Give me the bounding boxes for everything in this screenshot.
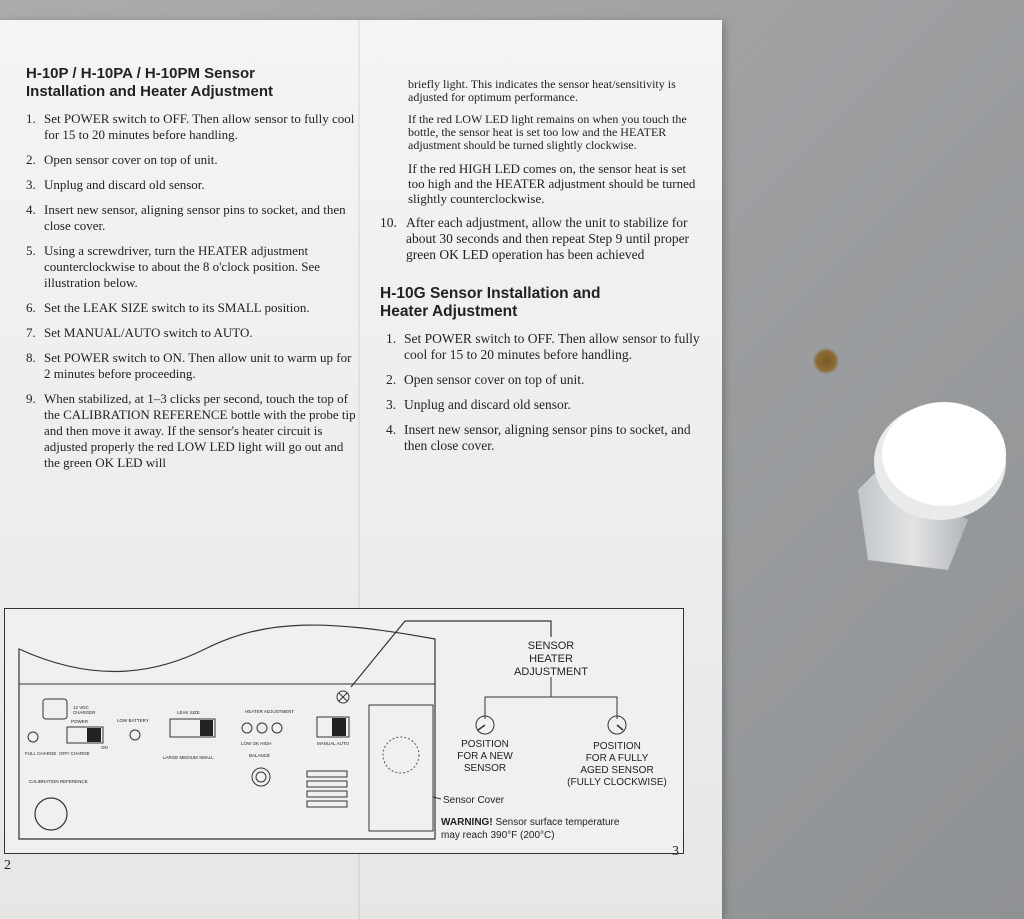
step-2	[26, 152, 356, 168]
sensor-cover-circle	[383, 737, 419, 773]
warning-label: WARNING!	[441, 817, 493, 828]
step-text: Insert new sensor, aligning sensor pins to socket, and then close cover.	[404, 422, 691, 453]
speaker-grille-3	[307, 791, 347, 797]
panel-low-battery-label: LOW BATTERY	[117, 718, 149, 723]
step-text: After each adjustment, allow the unit to stabilize for about 30 seconds and then repeat Step 9 until proper green OK LED operation has been achieved	[406, 215, 690, 262]
sensor-heater-label-3: ADJUSTMENT	[514, 666, 588, 678]
step-10	[380, 215, 700, 263]
instruction-sheet	[0, 20, 722, 919]
page-number-right: 3	[672, 844, 679, 859]
sensor-cover-label: Sensor Cover	[443, 795, 505, 806]
debris-speck	[812, 348, 840, 374]
panel-leak-size-label: LEAK SIZE	[177, 710, 200, 715]
aged-sensor-dial-needle	[617, 725, 623, 730]
step-1	[26, 111, 356, 143]
step-text: Insert new sensor, aligning sensor pins to socket, and then close cover.	[44, 202, 346, 233]
aged-sensor-label-1: POSITION	[593, 741, 641, 752]
balance-knob-inner	[256, 772, 266, 782]
diagram-svg	[5, 609, 683, 853]
step-6	[26, 300, 356, 316]
ok-led-icon	[257, 723, 267, 733]
bottle-cap-top	[882, 402, 1006, 506]
step-number: 7.	[26, 325, 36, 340]
low-led-paragraph: If the red LOW LED light remains on when you touch the bottle, the sensor heat is set too low and the HEATER adjustment should be turned slightly clockwise.	[408, 112, 687, 152]
dial-bracket	[485, 697, 617, 719]
step-3	[26, 177, 356, 193]
manual-auto-switch-knob	[332, 718, 346, 736]
leak-size-switch-knob	[200, 720, 213, 736]
new-sensor-label-3: SENSOR	[463, 763, 507, 774]
step-number: 6.	[26, 300, 36, 315]
right-heading-line2: Heater Adjustment	[380, 303, 518, 320]
charger-jack-icon	[43, 699, 67, 719]
unit-outline	[19, 625, 435, 839]
power-switch-knob	[87, 728, 101, 742]
balance-knob-icon	[252, 768, 270, 786]
step-text: Set MANUAL/AUTO switch to AUTO.	[44, 325, 253, 340]
left-heading-line2: Installation and Heater Adjustment	[26, 83, 273, 100]
left-heading	[26, 65, 356, 101]
sensor-cover-pointer	[433, 797, 441, 799]
step-number: 3.	[386, 397, 397, 412]
step-number: 5.	[26, 243, 36, 258]
step-9	[26, 391, 356, 471]
panel-full-charge-label: FULL CHARGE	[25, 751, 57, 756]
speaker-grille-2	[307, 781, 347, 787]
step-number: 4.	[386, 422, 397, 437]
low-led-icon	[242, 723, 252, 733]
step-2	[386, 372, 700, 388]
step-4	[26, 202, 356, 234]
new-sensor-label-1: POSITION	[461, 739, 509, 750]
warning-line	[441, 817, 620, 828]
step-number: 1.	[386, 331, 397, 346]
panel-off-charge-label: OFF/ CHARGE	[59, 751, 90, 756]
right-column	[380, 78, 700, 463]
unit-diagram	[4, 608, 684, 854]
right-heading	[380, 285, 700, 321]
step-number: 10.	[380, 215, 397, 230]
speaker-grille-4	[307, 801, 347, 807]
step-text: Set the LEAK SIZE switch to its SMALL position.	[44, 300, 310, 315]
panel-led-labels: LOW OK HIGH	[241, 741, 272, 746]
step-number: 2.	[386, 372, 397, 387]
step-text: Unplug and discard old sensor.	[44, 177, 205, 192]
calibration-bottle-icon	[35, 798, 67, 830]
high-led-icon	[272, 723, 282, 733]
panel-manual-auto-label: MANUAL AUTO	[317, 741, 350, 746]
sensor-cover-box	[369, 705, 433, 831]
aged-sensor-label-3: AGED SENSOR	[580, 765, 654, 776]
step-text: Unplug and discard old sensor.	[404, 397, 571, 412]
new-sensor-label-2: FOR A NEW	[457, 751, 513, 762]
panel-12vdc-label: 12 VDC	[73, 705, 89, 710]
left-heading-line1: H-10P / H-10PA / H-10PM Sensor	[26, 65, 255, 82]
step-text: Set POWER switch to ON. Then allow unit to warm up for 2 minutes before proceeding.	[44, 350, 352, 381]
warning-text: Sensor surface temperature	[492, 817, 620, 828]
sensor-heater-label-1: SENSOR	[527, 640, 575, 652]
new-sensor-dial-needle	[478, 725, 485, 730]
right-heading-line1: H-10G Sensor Installation and	[380, 285, 601, 302]
left-column	[26, 65, 356, 480]
panel-charger-label: CHARGER	[73, 710, 96, 715]
low-battery-led-icon	[130, 730, 140, 740]
aged-sensor-label-2: FOR A FULLY	[585, 753, 649, 764]
panel-balance-label: BALANCE	[249, 753, 271, 758]
step-text: When stabilized, at 1–3 clicks per second, touch the top of the CALIBRATION REFERENCE bottle with the probe tip and then move it away. If the sensor's heater circuit is adjusted properly the red LOW LED light will go out and the green OK LED will	[44, 391, 356, 470]
panel-calibration-label: CALIBRATION REFERENCE	[29, 779, 88, 784]
step-text: Set POWER switch to OFF. Then allow sensor to fully cool for 15 to 20 minutes before handling.	[44, 111, 355, 142]
high-led-paragraph: If the red HIGH LED comes on, the sensor heat is set too high and the HEATER adjustment should be turned slightly counterclockwise.	[408, 161, 696, 206]
full-charge-led-icon	[28, 732, 38, 742]
warning-text-2: may reach 390°F (200°C)	[441, 830, 555, 841]
right-steps-list	[380, 331, 700, 454]
step-number: 2.	[26, 152, 36, 167]
sensor-heater-label-2: HEATER	[529, 653, 573, 665]
left-steps-list	[26, 111, 356, 471]
step-number: 1.	[26, 111, 36, 126]
aged-sensor-label-4: (FULLY CLOCKWISE)	[567, 777, 667, 788]
step-text: Open sensor cover on top of unit.	[44, 152, 218, 167]
step-3	[386, 397, 700, 413]
step-1	[386, 331, 700, 363]
panel-on-label: ON	[101, 745, 108, 750]
panel-power-label: POWER	[71, 719, 89, 724]
step-5	[26, 243, 356, 291]
step-4	[386, 422, 700, 454]
calibration-bottle-photo	[848, 400, 1008, 580]
step-text: Using a screwdriver, turn the HEATER adjustment counterclockwise to about the 8 o'clock position. See illustration below.	[44, 243, 320, 290]
speaker-grille-1	[307, 771, 347, 777]
step-text: Set POWER switch to OFF. Then allow sensor to fully cool for 15 to 20 minutes before handling.	[404, 331, 700, 362]
panel-leak-size-options-label: LARGE MEDIUM SMALL	[163, 755, 214, 760]
continued-paragraph: briefly light. This indicates the sensor heat/sensitivity is adjusted for optimum performance.	[408, 77, 676, 104]
panel-heater-adjustment-label: HEATER ADJUSTMENT	[245, 709, 295, 714]
step-number: 3.	[26, 177, 36, 192]
step-number: 4.	[26, 202, 36, 217]
page-number-left: 2	[4, 858, 11, 873]
step-number: 8.	[26, 350, 36, 365]
step-7	[26, 325, 356, 341]
step-number: 9.	[26, 391, 36, 406]
step-text: Open sensor cover on top of unit.	[404, 372, 585, 387]
step-8	[26, 350, 356, 382]
